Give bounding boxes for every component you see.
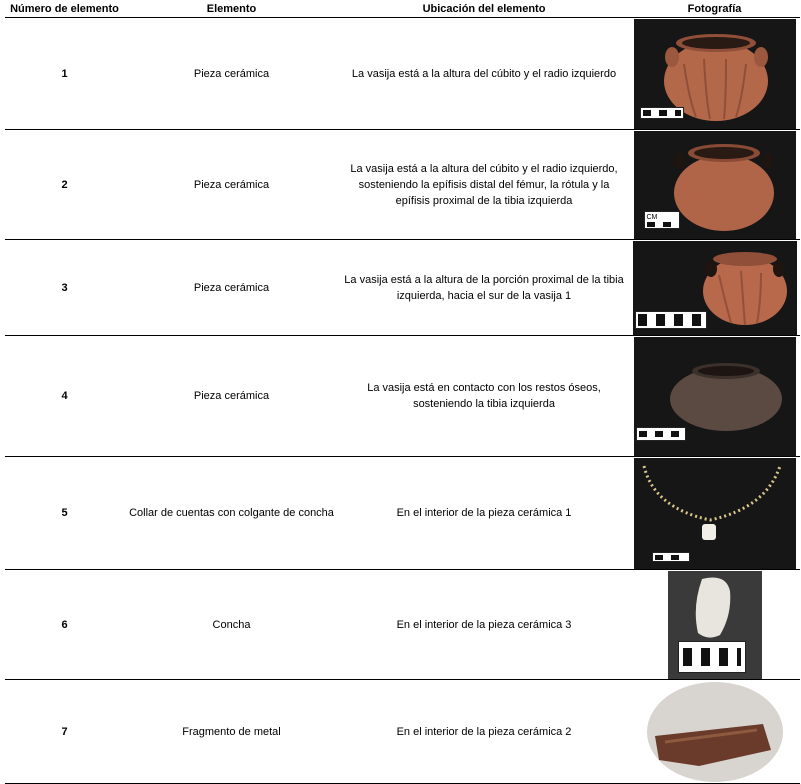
row-location: La vasija está a la altura del cúbito y el radio izquierdo, sosteniendo la epífisis distal del fémur, la rótula y la epífisis proximal de la tibia izquierda bbox=[339, 130, 629, 240]
ceramic-vessel-photo bbox=[634, 337, 796, 456]
scale-bar bbox=[678, 641, 746, 673]
scale-bar bbox=[640, 107, 684, 119]
scale-bar bbox=[652, 552, 690, 562]
metal-fragment-photo bbox=[647, 682, 783, 782]
row-location: La vasija está en contacto con los restos óseos, sosteniendo la tibia izquierda bbox=[339, 336, 629, 457]
metal-fragment-image bbox=[647, 682, 783, 782]
row-photo-cell bbox=[629, 18, 800, 130]
row-location: En el interior de la pieza cerámica 1 bbox=[339, 457, 629, 570]
header-fotografia: Fotografía bbox=[629, 0, 800, 18]
table-row bbox=[5, 130, 800, 240]
row-number: 7 bbox=[5, 680, 124, 784]
row-element: Fragmento de metal bbox=[124, 680, 339, 784]
row-element: Collar de cuentas con colgante de concha bbox=[124, 457, 339, 570]
table-row bbox=[5, 18, 800, 130]
row-photo-cell bbox=[629, 240, 800, 336]
ceramic-vessel-photo bbox=[634, 19, 796, 129]
row-element: Pieza cerámica bbox=[124, 336, 339, 457]
scale-bar bbox=[636, 427, 686, 441]
shell-photo bbox=[668, 571, 762, 679]
table-row bbox=[5, 336, 800, 457]
table-row bbox=[5, 457, 800, 570]
row-photo-cell bbox=[629, 457, 800, 570]
row-location: En el interior de la pieza cerámica 3 bbox=[339, 570, 629, 680]
elements-table bbox=[5, 0, 800, 784]
header-ubicacion: Ubicación del elemento bbox=[339, 0, 629, 18]
row-number: 3 bbox=[5, 240, 124, 336]
row-location: La vasija está a la altura del cúbito y el radio izquierdo bbox=[339, 18, 629, 130]
row-photo-cell bbox=[629, 130, 800, 240]
table-row bbox=[5, 680, 800, 784]
row-element: Pieza cerámica bbox=[124, 240, 339, 336]
scale-bar bbox=[644, 211, 680, 229]
row-location: En el interior de la pieza cerámica 2 bbox=[339, 680, 629, 784]
ceramic-vessel-photo bbox=[634, 131, 796, 239]
row-photo-cell bbox=[629, 336, 800, 457]
row-photo-cell bbox=[629, 570, 800, 680]
row-location: La vasija está a la altura de la porción proximal de la tibia izquierda, hacia el sur de la vasija 1 bbox=[339, 240, 629, 336]
row-element: Concha bbox=[124, 570, 339, 680]
necklace-photo bbox=[634, 458, 796, 569]
table-row bbox=[5, 240, 800, 336]
table-row bbox=[5, 570, 800, 680]
row-number: 5 bbox=[5, 457, 124, 570]
row-element: Pieza cerámica bbox=[124, 18, 339, 130]
row-number: 4 bbox=[5, 336, 124, 457]
row-photo-cell bbox=[629, 680, 800, 784]
header-numero: Número de elemento bbox=[5, 0, 124, 18]
row-number: 2 bbox=[5, 130, 124, 240]
table-header-row bbox=[5, 0, 800, 18]
scale-bar bbox=[635, 311, 707, 329]
ceramic-vessel-photo bbox=[633, 241, 797, 335]
row-element: Pieza cerámica bbox=[124, 130, 339, 240]
scale-label: CM bbox=[646, 213, 658, 221]
row-number: 6 bbox=[5, 570, 124, 680]
header-elemento: Elemento bbox=[124, 0, 339, 18]
row-number: 1 bbox=[5, 18, 124, 130]
